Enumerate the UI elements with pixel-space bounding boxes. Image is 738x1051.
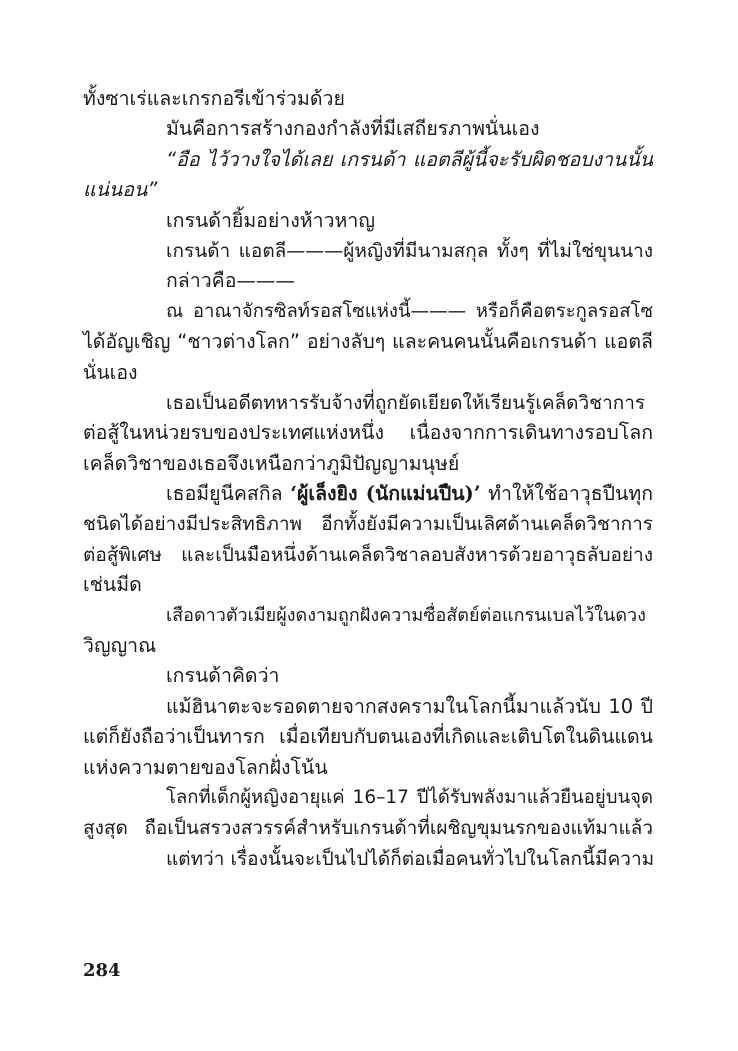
text-line: แห่งความตายของโลกฝั่งโน้น <box>83 755 328 779</box>
body-text <box>83 84 653 874</box>
text-line-with-bold <box>83 479 653 509</box>
text-line: แม้ฮินาตะจะรอดตายจากสงครามในโลกนี้มาแล้วนับ 10 ปี <box>166 694 653 718</box>
text-line: เสือดาวตัวเมียผู้งดงามถูกฝังความซื่อสัตย์ต่อแกรนเบลไว้ในดวง <box>166 604 646 626</box>
page-number: 284 <box>83 960 121 981</box>
text-line: นั่นเอง <box>83 360 138 384</box>
text-line: ทั้งซาเร่และเกรกอรีเข้าร่วมด้วย <box>83 87 345 110</box>
text-segment: ทำให้ใช้อาวุธปืนทุก <box>480 482 653 506</box>
text-line: ได้อัญเชิญ “ชาวต่างโลก” อย่างลับๆ และคนคนนั้นคือเกรนด้า แอตลี <box>83 330 653 354</box>
text-line: แต่ทว่า เรื่องนั้นจะเป็นไปได้ก็ต่อเมื่อคนทั่วไปในโลกนี้มีความ <box>166 847 655 870</box>
text-line: เกรนด้า แอตลี———ผู้หญิงที่มีนามสกุล ทั้งๆ ที่ไม่ใช่ขุนนาง <box>166 239 653 262</box>
text-line: ต่อสู้พิเศษ และเป็นมือหนึ่งด้านเคล็ดวิชาลอบสังหารด้วยอาวุธลับอย่าง <box>83 543 653 566</box>
skill-name: ‘ผู้เล็งยิง (นักแม่นปืน)’ <box>290 482 481 506</box>
text-line: เช่นมีด <box>83 573 142 597</box>
text-line: ณ อาณาจักรซิลท์รอสโซแห่งนี้——— หรือก็คือตระกูลรอสโซ <box>166 300 653 322</box>
text-line: ชนิดได้อย่างมีประสิทธิภาพ อีกทั้งยังมีความเป็นเลิศด้านเคล็ดวิชาการ <box>83 513 653 536</box>
text-segment: เธอมียูนีคสกิล <box>166 482 291 506</box>
text-line: วิญญาณ <box>83 634 157 658</box>
text-line: เคล็ดวิชาของเธอจึงเหนือกว่าภูมิปัญญามนุษย์ <box>83 451 460 475</box>
text-line: โลกที่เด็กผู้หญิงอายุแค่ 16–17 ปีได้รับพลังมาแล้วยืนอยู่บนจุด <box>166 786 653 808</box>
text-line: กล่าวคือ——— <box>166 269 295 293</box>
text-line: เกรนด้าคิดว่า <box>166 664 280 688</box>
text-line: แน่นอน” <box>83 178 158 202</box>
text-line: มันคือการสร้างกองกำลังที่มีเสถียรภาพนั่นเอง <box>166 117 540 141</box>
text-line: แต่ก็ยังถือว่าเป็นทารก เมื่อเทียบกับตนเองที่เกิดและเติบโตในดินแดน <box>83 725 653 749</box>
text-line: ต่อสู้ในหน่วยรบของประเทศแห่งหนึ่ง เนื่องจากการเดินทางรอบโลก <box>83 421 653 445</box>
text-line: เกรนด้ายิ้มอย่างห้าวหาญ <box>166 208 375 232</box>
text-line: เธอเป็นอดีตทหารรับจ้างที่ถูกยัดเยียดให้เรียนรู้เคล็ดวิชาการ <box>166 391 646 414</box>
text-line: สูงสุด ถือเป็นสรวงสวรรค์สำหรับเกรนด้าที่เผชิญขุมนรกของแท้มาแล้ว <box>83 817 653 840</box>
text-line: “อือ ไว้วางใจได้เลย เกรนด้า แอตลีผู้นี้จะรับผิดชอบงานนั้น <box>166 147 653 171</box>
